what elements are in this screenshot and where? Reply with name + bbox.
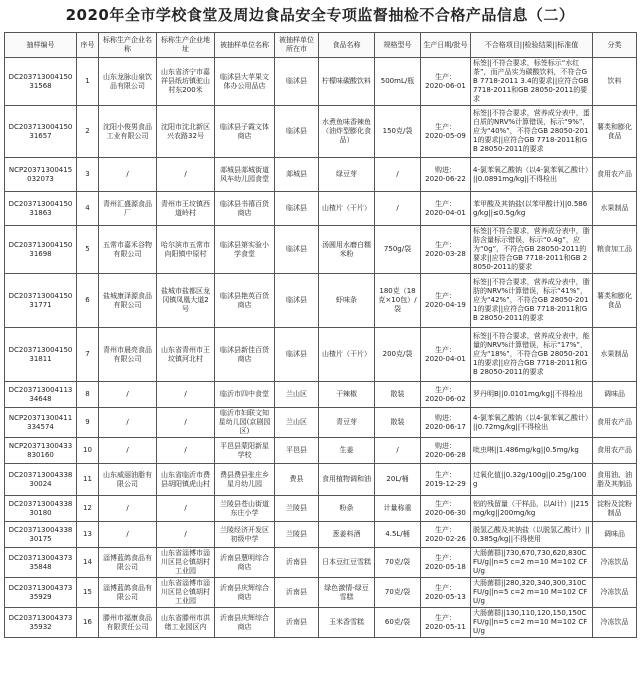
spec-cell: /: [375, 438, 421, 464]
sampled-unit-cell: 临沭县大苹果文体办公用品店: [215, 58, 275, 106]
failed-item-cell: 吡虫啉||1.486mg/kg||0.5mg/kg: [471, 438, 593, 464]
city-cell: 兰山区: [275, 408, 319, 438]
column-header: 标称生产企业名称: [99, 33, 157, 58]
spec-cell: 150克/袋: [375, 106, 421, 158]
production-date-cell: [421, 438, 471, 464]
table-row: [5, 522, 637, 548]
food-name-cell: 汤圆用水磨白糯米粉: [319, 226, 375, 274]
table-row: [5, 382, 637, 408]
date-type-label: 购进：: [435, 165, 456, 174]
production-date-cell: [421, 522, 471, 548]
failed-item-cell: 标签||不符合要求，营养成分表中，能量的NRV%计算错误，标示“17%”，应为“18%”，不符合GB 28050-2011的要求||应符合GB 7718-2011和GB 28050-2011的要求: [471, 328, 593, 382]
failed-item-cell: 标签||不符合要求，营养成分表中，蛋白质的NRV%计算错误，标示“9%”，应为“40%”，不符合GB 28050-2011的要求||应符合GB 7718-2011和GB 28050-2011的要求: [471, 106, 593, 158]
failed-item-cell: 标签||不符合要求，营养成分表中，脂肪的NRV%计算错误，标示“41%”，应为“42%”，不符合GB 28050-2011的要求||应符合GB 7718-2011和GB 28050-2011的要求: [471, 274, 593, 328]
column-header: 标称生产企业地址: [157, 33, 215, 58]
manufacturer-cell: 淄博蓝鸽食品有限公司: [99, 578, 157, 608]
sample-id-cell: DC20371300437335929: [5, 578, 77, 608]
failed-item-cell: 4-氯苯氧乙酸钠（以4-氯苯氧乙酸计）||0.72mg/kg||不得检出: [471, 408, 593, 438]
city-cell: 沂南县: [275, 608, 319, 638]
sampled-unit-cell: 费县费县张庄乡星月幼儿园: [215, 464, 275, 496]
spec-cell: /: [375, 158, 421, 192]
date-value: 2020-03-28: [425, 249, 466, 258]
manufacturer-cell: /: [99, 158, 157, 192]
serial-cell: 11: [77, 464, 99, 496]
manufacturer-cell: 淄博蓝鸽食品有限公司: [99, 548, 157, 578]
manufacturer-address-cell: /: [157, 382, 215, 408]
manufacturer-cell: 山东龙脉山泉饮品有限公司: [99, 58, 157, 106]
manufacturer-cell: 滕州市福康食品有限责任公司: [99, 608, 157, 638]
failed-item-cell: 脱氢乙酸及其钠盐（以脱氢乙酸计）||0.385g/kg||不得使用: [471, 522, 593, 548]
production-date-cell: [421, 608, 471, 638]
date-value: 2020-06-02: [425, 394, 466, 403]
failed-item-cell: 罗丹明B||0.0101mg/kg||不得检出: [471, 382, 593, 408]
manufacturer-address-cell: 山东省滕州市洪绪工业园区内: [157, 608, 215, 638]
manufacturer-address-cell: 山东省淄博市淄川区昆仑镇胡村工业园: [157, 548, 215, 578]
inspection-table: [4, 32, 637, 638]
failed-item-cell: 标签||不符合要求，营养成分表中，脂肪含量标示错误，标示“0.4g”，应为“0g”，不符合GB 28050-2011的要求||应符合GB 7718-2011和GB 28050-2011的要求: [471, 226, 593, 274]
failed-item-cell: 大肠菌群||280,320,340,300,310CFU/g||n=5 c=2 m=10 M=102 CFU/g: [471, 578, 593, 608]
manufacturer-address-cell: 哈尔滨市五常市向阳镇中原村: [157, 226, 215, 274]
manufacturer-cell: /: [99, 522, 157, 548]
city-cell: 郯城县: [275, 158, 319, 192]
spec-cell: 200克/袋: [375, 328, 421, 382]
table-row: [5, 158, 637, 192]
date-type-label: 生产：: [435, 613, 456, 622]
manufacturer-address-cell: 山东省济宁市嘉祥县纸坊镇驼山村东200米: [157, 58, 215, 106]
table-row: [5, 106, 637, 158]
sampled-unit-cell: 兰陵经济开发区初级中学: [215, 522, 275, 548]
table-row: [5, 464, 637, 496]
spec-cell: 4.5L/桶: [375, 522, 421, 548]
food-name-cell: 山楂片（干片）: [319, 328, 375, 382]
manufacturer-cell: 沈阳小俊男食品工业有限公司: [99, 106, 157, 158]
table-row: [5, 438, 637, 464]
food-name-cell: 绿色激情-绿豆雪糕: [319, 578, 375, 608]
category-cell: 调味品: [593, 522, 637, 548]
food-name-cell: 生姜: [319, 438, 375, 464]
sample-id-cell: DC20371300415031811: [5, 328, 77, 382]
date-type-label: 生产：: [435, 470, 456, 479]
manufacturer-cell: 山东威丽油脂有限公司: [99, 464, 157, 496]
failed-item-cell: 铝的残留量（干样品，以Al计）||215mg/kg||200mg/kg: [471, 496, 593, 522]
city-cell: 临沭县: [275, 328, 319, 382]
column-header: 抽样编号: [5, 33, 77, 58]
spec-cell: 散装: [375, 408, 421, 438]
manufacturer-address-cell: 山东省青州市王坟镇河北村: [157, 328, 215, 382]
sampled-unit-cell: 临沭县新佳百货商店: [215, 328, 275, 382]
serial-cell: 16: [77, 608, 99, 638]
production-date-cell: [421, 58, 471, 106]
table-row: [5, 548, 637, 578]
spec-cell: 500mL/瓶: [375, 58, 421, 106]
production-date-cell: [421, 464, 471, 496]
sampled-unit-cell: 兰陵县苍山街道东庄小学: [215, 496, 275, 522]
production-date-cell: [421, 328, 471, 382]
sampled-unit-cell: 沂南县慧明综合商店: [215, 548, 275, 578]
table-row: [5, 578, 637, 608]
production-date-cell: [421, 496, 471, 522]
city-cell: 临沭县: [275, 226, 319, 274]
sampled-unit-cell: 临沭县第实验小学食堂: [215, 226, 275, 274]
table-header-row: [5, 33, 637, 58]
failed-item-cell: 过氧化值||0.32g/100g||0.25g/100g: [471, 464, 593, 496]
category-cell: 饮料: [593, 58, 637, 106]
category-cell: 食用农产品: [593, 158, 637, 192]
date-value: 2020-05-09: [425, 131, 466, 140]
serial-cell: 5: [77, 226, 99, 274]
date-value: 2020-04-19: [425, 300, 466, 309]
spec-cell: 70克/袋: [375, 548, 421, 578]
sampled-unit-cell: 沂南县庆辉综合商店: [215, 578, 275, 608]
serial-cell: 6: [77, 274, 99, 328]
food-name-cell: 葱姜料酒: [319, 522, 375, 548]
city-cell: 费县: [275, 464, 319, 496]
food-name-cell: 玉米香雪糕: [319, 608, 375, 638]
manufacturer-address-cell: 山东省临沂市费县胡阳镇虎山村: [157, 464, 215, 496]
sampled-unit-cell: 郯城县郯城街道风车幼儿园食堂: [215, 158, 275, 192]
table-row: [5, 328, 637, 382]
manufacturer-cell: 青州市晨亮食品有限公司: [99, 328, 157, 382]
sample-id-cell: DC20371300415031657: [5, 106, 77, 158]
serial-cell: 1: [77, 58, 99, 106]
city-cell: 临沭县: [275, 106, 319, 158]
date-type-label: 生产：: [435, 122, 456, 131]
date-value: 2020-04-01: [425, 208, 466, 217]
manufacturer-cell: 青州汇盛源食品厂: [99, 192, 157, 226]
food-name-cell: 山楂片（干片）: [319, 192, 375, 226]
spec-cell: 180克（18克×10包）/袋: [375, 274, 421, 328]
production-date-cell: [421, 548, 471, 578]
spec-cell: 散装: [375, 382, 421, 408]
sampled-unit-cell: 临沭县子霞文体商店: [215, 106, 275, 158]
date-type-label: 购进：: [435, 413, 456, 422]
date-type-label: 购进：: [435, 441, 456, 450]
sample-id-cell: DC20371300415031568: [5, 58, 77, 106]
date-type-label: 生产：: [435, 499, 456, 508]
table-body: [5, 58, 637, 638]
serial-cell: 14: [77, 548, 99, 578]
manufacturer-address-cell: 沈阳市沈北新区兴农路32号: [157, 106, 215, 158]
spec-cell: 750g/袋: [375, 226, 421, 274]
manufacturer-cell: /: [99, 382, 157, 408]
city-cell: 兰陵县: [275, 496, 319, 522]
serial-cell: 12: [77, 496, 99, 522]
column-header: 不合格项目||检验结果||标准值: [471, 33, 593, 58]
column-header: 被抽样单位所在市: [275, 33, 319, 58]
table-row: [5, 274, 637, 328]
manufacturer-address-cell: /: [157, 408, 215, 438]
failed-item-cell: 大肠菌群||730,670,730,620,830CFU/g||n=5 c=2 m=10 M=102 CFU/g: [471, 548, 593, 578]
column-header: 分类: [593, 33, 637, 58]
column-header: 序号: [77, 33, 99, 58]
category-cell: 粮食加工品: [593, 226, 637, 274]
spec-cell: /: [375, 192, 421, 226]
sample-id-cell: NCP20371300411334574: [5, 408, 77, 438]
spec-cell: 计量称重: [375, 496, 421, 522]
date-type-label: 生产：: [435, 385, 456, 394]
date-value: 2020-02-26: [425, 534, 466, 543]
food-name-cell: 日本豆红豆雪糕: [319, 548, 375, 578]
date-type-label: 生产：: [435, 291, 456, 300]
serial-cell: 9: [77, 408, 99, 438]
city-cell: 平邑县: [275, 438, 319, 464]
spec-cell: 70克/袋: [375, 578, 421, 608]
serial-cell: 15: [77, 578, 99, 608]
sample-id-cell: DC20371300415031863: [5, 192, 77, 226]
manufacturer-cell: /: [99, 496, 157, 522]
food-name-cell: 虾味条: [319, 274, 375, 328]
date-type-label: 生产：: [435, 583, 456, 592]
manufacturer-address-cell: /: [157, 438, 215, 464]
food-name-cell: 绿豆芽: [319, 158, 375, 192]
food-name-cell: 干辣椒: [319, 382, 375, 408]
serial-cell: 7: [77, 328, 99, 382]
category-cell: 薯类和膨化食品: [593, 106, 637, 158]
serial-cell: 10: [77, 438, 99, 464]
column-header: 生产日期/批号: [421, 33, 471, 58]
date-value: 2019-12-29: [425, 479, 466, 488]
city-cell: 兰陵县: [275, 522, 319, 548]
manufacturer-address-cell: 青州市王坟镇西道岭村: [157, 192, 215, 226]
failed-item-cell: 大肠菌群||130,110,120,150,150CFU/g||n=5 c=2 m=10 M=102 CFU/g: [471, 608, 593, 638]
city-cell: 临沭县: [275, 58, 319, 106]
manufacturer-cell: 盐城康泽源食品有限公司: [99, 274, 157, 328]
manufacturer-address-cell: 盐城市盐都区龙冈镇凤凰大道2号: [157, 274, 215, 328]
city-cell: 临沭县: [275, 192, 319, 226]
production-date-cell: [421, 382, 471, 408]
category-cell: 调味品: [593, 382, 637, 408]
failed-item-cell: 苯甲酸及其钠盐(以苯甲酸计)||0.586g/kg||≤0.5g/kg: [471, 192, 593, 226]
manufacturer-address-cell: /: [157, 522, 215, 548]
table-row: [5, 226, 637, 274]
date-value: 2020-06-28: [425, 450, 466, 459]
manufacturer-cell: /: [99, 438, 157, 464]
table-row: [5, 408, 637, 438]
date-value: 2020-04-01: [425, 354, 466, 363]
city-cell: 临沭县: [275, 274, 319, 328]
sample-id-cell: NCP20371300433830160: [5, 438, 77, 464]
category-cell: 冷冻饮品: [593, 608, 637, 638]
production-date-cell: [421, 578, 471, 608]
manufacturer-address-cell: /: [157, 158, 215, 192]
sample-id-cell: NCP20371300415032073: [5, 158, 77, 192]
category-cell: 冷冻饮品: [593, 548, 637, 578]
sample-id-cell: DC20371300433830024: [5, 464, 77, 496]
serial-cell: 8: [77, 382, 99, 408]
category-cell: 冷冻饮品: [593, 578, 637, 608]
serial-cell: 3: [77, 158, 99, 192]
document-title: 2020年全市学校食堂及周边食品安全专项监督抽检不合格产品信息（二）: [65, 6, 575, 24]
date-value: 2020-05-11: [425, 622, 466, 631]
production-date-cell: [421, 106, 471, 158]
date-type-label: 生产：: [435, 525, 456, 534]
category-cell: 食用农产品: [593, 438, 637, 464]
food-name-cell: 水煮鱼味香辣鱼（油炸型膨化食品）: [319, 106, 375, 158]
production-date-cell: [421, 274, 471, 328]
sample-id-cell: DC20371300415031771: [5, 274, 77, 328]
date-value: 2020-05-18: [425, 562, 466, 571]
category-cell: 水果制品: [593, 192, 637, 226]
column-header: 被抽样单位名称: [215, 33, 275, 58]
table-row: [5, 192, 637, 226]
category-cell: 水果制品: [593, 328, 637, 382]
date-value: 2020-06-17: [425, 422, 466, 431]
manufacturer-cell: /: [99, 408, 157, 438]
spec-cell: 60克/袋: [375, 608, 421, 638]
serial-cell: 4: [77, 192, 99, 226]
sample-id-cell: DC20371300437335848: [5, 548, 77, 578]
sample-id-cell: DC20371300411334648: [5, 382, 77, 408]
category-cell: 食用农产品: [593, 408, 637, 438]
sample-id-cell: DC20371300433830180: [5, 496, 77, 522]
manufacturer-address-cell: /: [157, 496, 215, 522]
column-header: 食品名称: [319, 33, 375, 58]
date-type-label: 生产：: [435, 345, 456, 354]
date-value: 2020-06-30: [425, 508, 466, 517]
production-date-cell: [421, 192, 471, 226]
date-value: 2020-05-13: [425, 592, 466, 601]
city-cell: 兰山区: [275, 382, 319, 408]
date-type-label: 生产：: [435, 240, 456, 249]
food-name-cell: 食用植物调和油: [319, 464, 375, 496]
failed-item-cell: 标签||不符合要求，标签标示“水红茶”，而产品实为碳酸饮料，不符合GB 7718-2011 3.4的要求||应符合GB 7718-2011和GB 28050-2011的要求: [471, 58, 593, 106]
date-value: 2020-06-22: [425, 174, 466, 183]
sampled-unit-cell: 临沭县书禧百货商店: [215, 192, 275, 226]
table-row: [5, 608, 637, 638]
food-name-cell: 柠檬味碳酸饮料: [319, 58, 375, 106]
city-cell: 沂南县: [275, 578, 319, 608]
serial-cell: 2: [77, 106, 99, 158]
column-header: 规格型号: [375, 33, 421, 58]
sampled-unit-cell: 临沭县艳英百货商店: [215, 274, 275, 328]
failed-item-cell: 4-氯苯氧乙酸钠（以4-氯苯氧乙酸计）||0.0891mg/kg||不得检出: [471, 158, 593, 192]
spec-cell: 20L/桶: [375, 464, 421, 496]
food-name-cell: 粉条: [319, 496, 375, 522]
table-row: [5, 496, 637, 522]
category-cell: 食用油、油脂及其制品: [593, 464, 637, 496]
serial-cell: 13: [77, 522, 99, 548]
category-cell: 淀粉及淀粉制品: [593, 496, 637, 522]
sample-id-cell: DC20371300415031698: [5, 226, 77, 274]
date-value: 2020-06-01: [425, 81, 466, 90]
manufacturer-address-cell: 山东省淄博市淄川区昆仑镇胡村工业园: [157, 578, 215, 608]
production-date-cell: [421, 226, 471, 274]
production-date-cell: [421, 158, 471, 192]
date-type-label: 生产：: [435, 199, 456, 208]
date-type-label: 生产：: [435, 553, 456, 562]
food-name-cell: 青豆芽: [319, 408, 375, 438]
city-cell: 沂南县: [275, 548, 319, 578]
sampled-unit-cell: 平邑县蒙阳新星学校: [215, 438, 275, 464]
date-type-label: 生产：: [435, 72, 456, 81]
sampled-unit-cell: 临沂市妇联文知星幼儿园(京剧园区): [215, 408, 275, 438]
manufacturer-cell: 五常市嘉禾谷物有限公司: [99, 226, 157, 274]
category-cell: 薯类和膨化食品: [593, 274, 637, 328]
sample-id-cell: DC20371300437335932: [5, 608, 77, 638]
sampled-unit-cell: 临沂市四中食堂: [215, 382, 275, 408]
table-row: [5, 58, 637, 106]
production-date-cell: [421, 408, 471, 438]
sample-id-cell: DC20371300433830175: [5, 522, 77, 548]
sampled-unit-cell: 沂南县庆辉综合商店: [215, 608, 275, 638]
